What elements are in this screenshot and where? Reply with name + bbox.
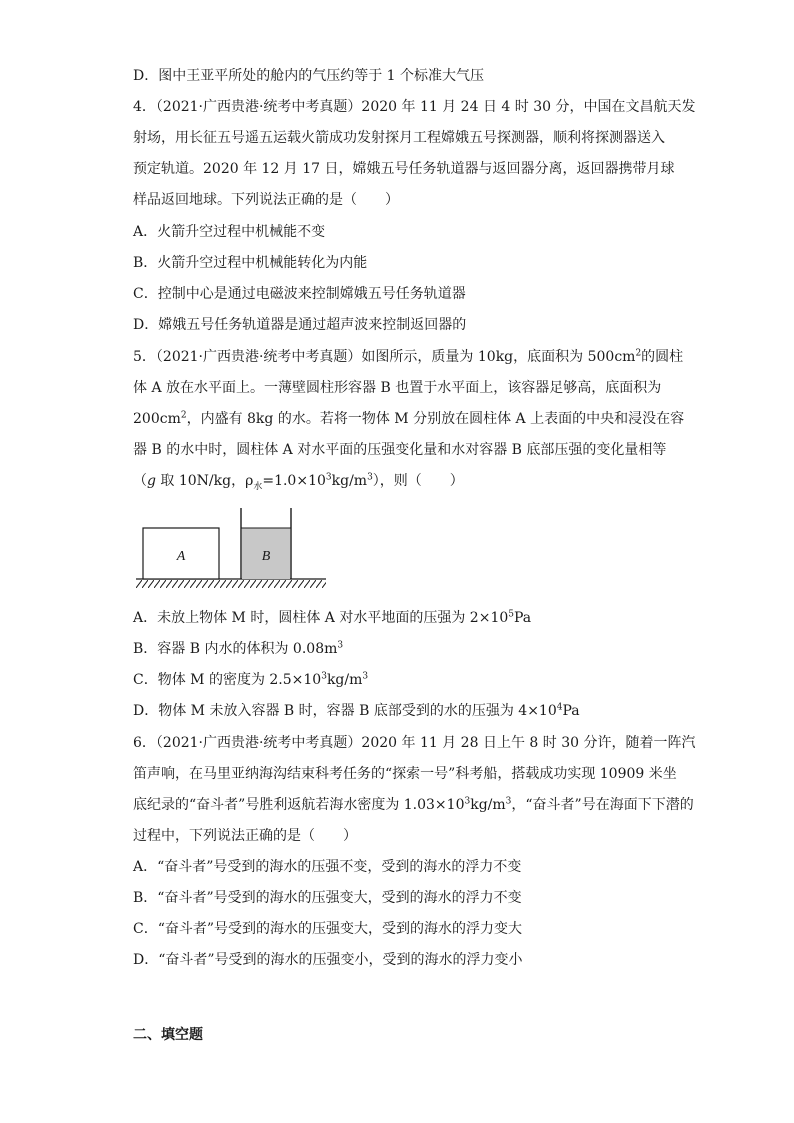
- q3-option-d: D．图中王亚平所处的舱内的气压约等于 1 个标准大气压: [133, 68, 485, 84]
- ground-hatch: [136, 580, 326, 588]
- cylinder-a-label: A: [176, 549, 186, 564]
- q5-figure: [136, 500, 326, 595]
- q5-option-c: C．物体 M 的密度为 $2.5\times 10^3kg/m^3$: [133, 671, 369, 688]
- q4-option-b: B．火箭升空过程中机械能转化为内能: [133, 255, 368, 271]
- q4-stem-line-3: 预定轨道。2020 年 12 月 17 日，嫦娥五号任务轨道器与返回器分离，返回器携带月球: [133, 161, 675, 177]
- q4-stem-line-1: 4．（2021·广西贵港·统考中考真题）2020 年 11 月 24 日 4 时 30 分，中国在文昌航天发: [133, 99, 696, 115]
- q4-option-d: D．嫦娥五号任务轨道器是通过超声波来控制返回器的: [133, 317, 467, 333]
- q4-stem-line-2: 射场，用长征五号遥五运载火箭成功发射探月工程嫦娥五号探测器，顺利将探测器送入: [133, 130, 665, 146]
- q4-stem-line-4: 样品返回地球。下列说法正确的是（ ）: [133, 192, 399, 208]
- q5-stem-line-1: 5．（2021·广西贵港·统考中考真题）如图所示，质量为 10kg，底面积为 $500cm^2$的圆柱: [133, 348, 684, 365]
- q5-option-b: B．容器 B 内水的体积为 $0.08m^3$: [133, 640, 344, 657]
- q5-stem-line-5: （g 取 10N/kg，$\rho_水=1.0\times 10^3kg/m^3$），则（ ）: [133, 472, 464, 492]
- q6-option-c: C．“奋斗者”号受到的海水的压强变大，受到的海水的浮力变大: [133, 921, 523, 937]
- q5-stem-line-3: $200cm^2$，内盛有 8kg 的水。若将一物体 M 分别放在圆柱体 A 上表面的中央和浸没在容: [133, 410, 685, 427]
- q6-option-d: D．“奋斗者”号受到的海水的压强变小，受到的海水的浮力变小: [133, 952, 523, 968]
- q5-stem-line-2: 体 A 放在水平面上。一薄壁圆柱形容器 B 也置于水平面上，该容器足够高，底面积为: [133, 380, 662, 396]
- q6-stem-line-4: 过程中，下列说法正确的是（ ）: [133, 828, 357, 844]
- q4-option-a: A．火箭升空过程中机械能不变: [133, 224, 326, 240]
- q6-stem-line-3: 底纪录的“奋斗者”号胜利返航若海水密度为 $1.03\times 10^3kg/m^3$，“奋斗者”号在海面下下潜的: [133, 796, 694, 813]
- q6-option-b: B．“奋斗者”号受到的海水的压强变大，受到的海水的浮力不变: [133, 890, 522, 906]
- q5-option-d: D．物体 M 未放入容器 B 时，容器 B 底部受到的水的压强为 $4\times 10^4Pa$: [133, 702, 580, 719]
- q4-option-c: C．控制中心是通过电磁波来控制嫦娥五号任务轨道器: [133, 286, 466, 302]
- q6-option-a: A．“奋斗者”号受到的海水的压强不变，受到的海水的浮力不变: [133, 859, 522, 875]
- q6-stem-line-1: 6．（2021·广西贵港·统考中考真题）2020 年 11 月 28 日上午 8 时 30 分许，随着一阵汽: [133, 735, 696, 751]
- container-b-label: B: [261, 549, 271, 564]
- q5-stem-line-4: 器 B 的水中时，圆柱体 A 对水平面的压强变化量和水对容器 B 底部压强的变化量相等: [133, 442, 667, 458]
- q6-stem-line-2: 笛声响，在马里亚纳海沟结束科考任务的“探索一号”科考船，搭载成功实现 10909 米坐: [133, 766, 677, 782]
- q5-option-a: A．未放上物体 M 时，圆柱体 A 对水平地面的压强为 $2\times 10^5Pa$: [133, 609, 532, 626]
- section-heading: 二、填空题: [133, 1027, 203, 1043]
